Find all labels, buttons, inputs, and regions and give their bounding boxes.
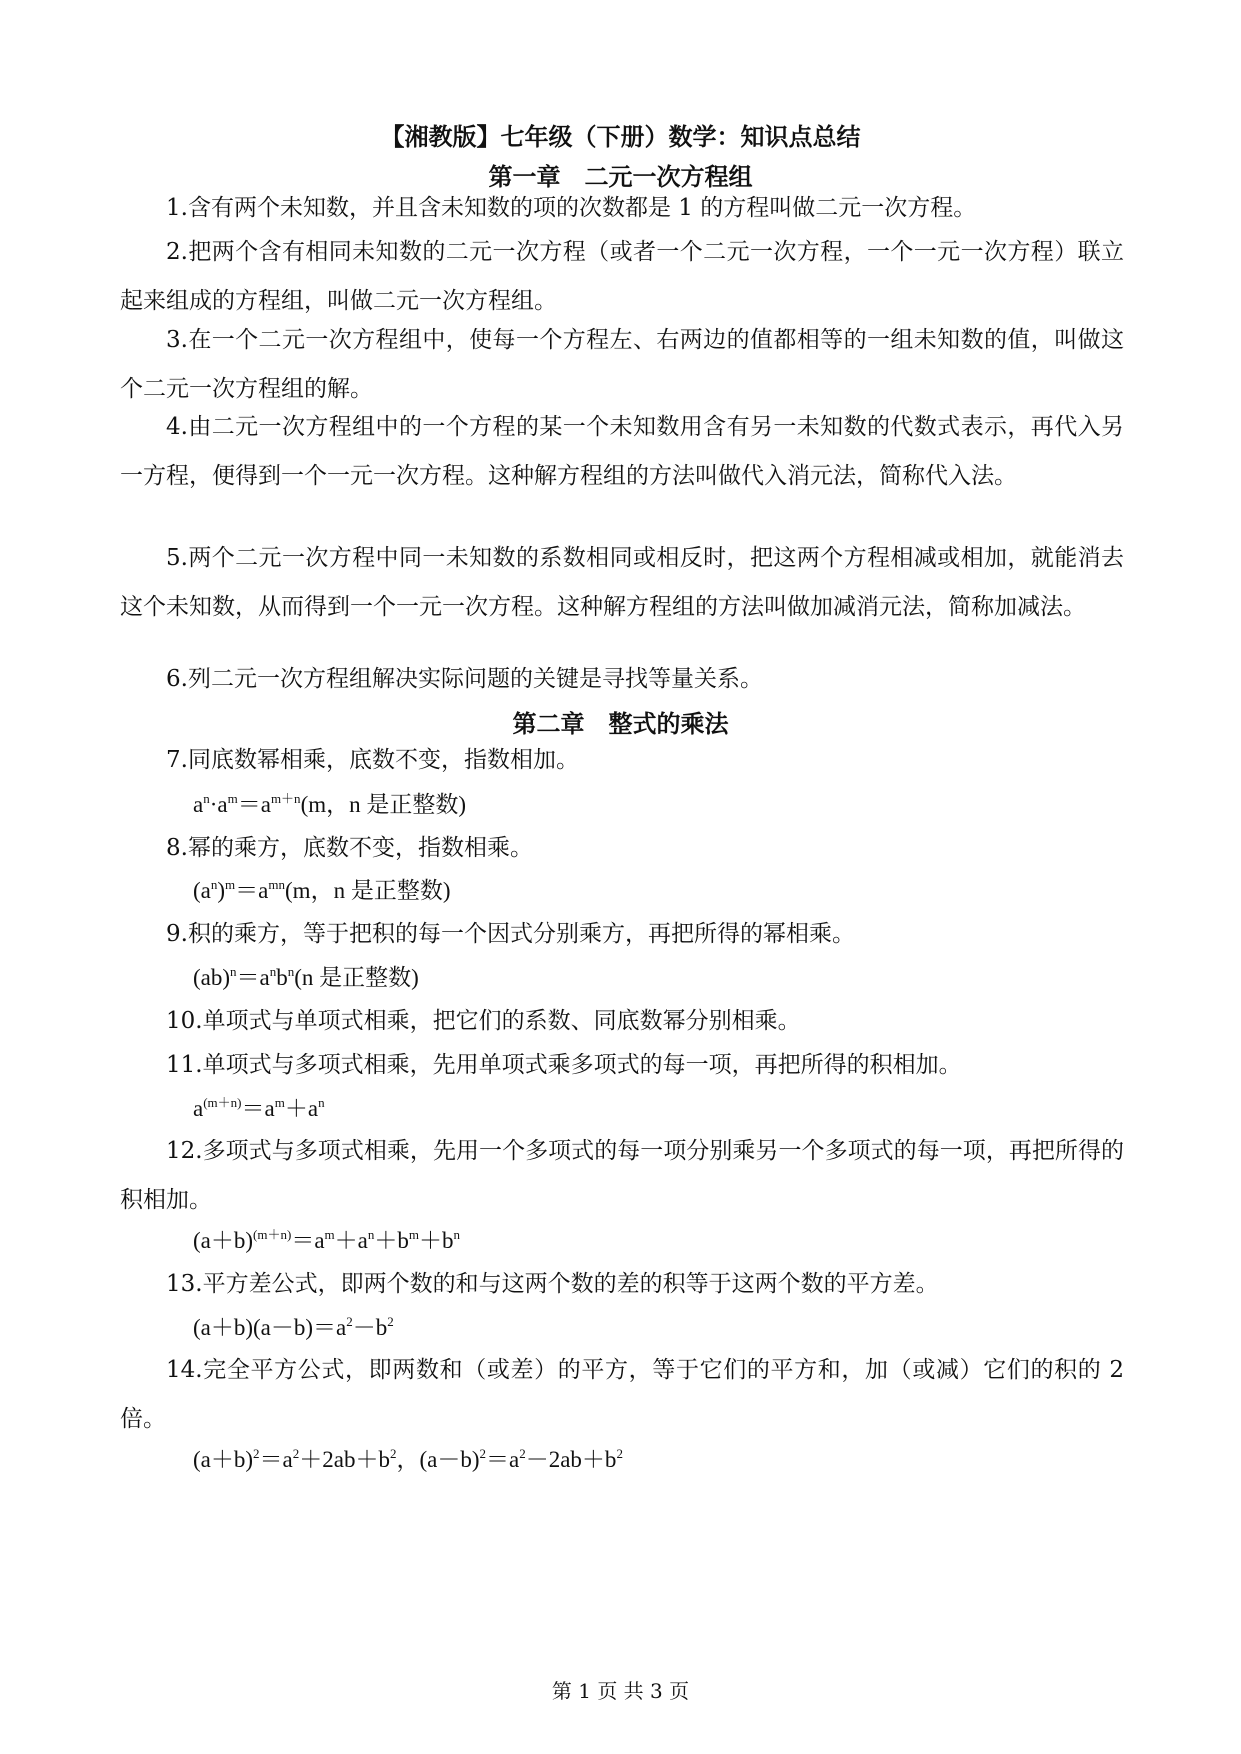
formula-12: $(a+b)^{(m+n)}=a^m+a^n+b^m+b^n$ (193, 1227, 460, 1253)
document-title: 【湘教版】七年级（下册）数学：知识点总结 (380, 122, 861, 151)
page-footer: 第 1 页 共 3 页 (551, 1679, 690, 1703)
item-10: 10.单项式与单项式相乘，把它们的系数、同底数幂分别相乘。 (166, 1008, 801, 1034)
item-1: 1.含有两个未知数，并且含未知数的项的次数都是 1 的方程叫做二元一次方程。 (166, 195, 977, 221)
item-9: 9.积的乘方，等于把积的每一个因式分别乘方，再把所得的幂相乘。 (166, 921, 855, 947)
item-12: 12.多项式与多项式相乘，先用一个多项式的每一项分别乘另一个多项式的每一项，再把所得的积相加。 (120, 1138, 1124, 1213)
item-5: 5.两个二元一次方程中同一未知数的系数相同或相反时，把这两个方程相减或相加，就能消去这个未知数，从而得到一个一元一次方程。这种解方程组的方法叫做加减消元法，简称加减法。 (120, 545, 1124, 620)
item-2: 2.把两个含有相同未知数的二元一次方程（或者一个二元一次方程，一个一元一次方程）联立起来组成的方程组，叫做二元一次方程组。 (120, 239, 1124, 314)
item-13: 13.平方差公式，即两个数的和与这两个数的差的积等于这两个数的平方差。 (166, 1271, 939, 1297)
formula-7: $a^n\cdot a^m=a^{m+n}(m$，n 是正整数) (193, 791, 467, 817)
item-4: 4.由二元一次方程组中的一个方程的某一个未知数用含有另一未知数的代数式表示，再代入另一方程，便得到一个一元一次方程。这种解方程组的方法叫做代入消元法，简称代入法。 (120, 414, 1124, 489)
item-3: 3.在一个二元一次方程组中，使每一个方程左、右两边的值都相等的一组未知数的值，叫做这个二元一次方程组的解。 (120, 327, 1124, 402)
formula-11: $a^{(m+n)}=a^m+a^n$ (193, 1095, 325, 1121)
item-14: 14.完全平方公式，即两数和（或差）的平方，等于它们的平方和，加（或减）它们的积的 2 倍。 (120, 1357, 1124, 1432)
item-6: 6.列二元一次方程组解决实际问题的关键是寻找等量关系。 (166, 666, 763, 692)
item-11: 11.单项式与多项式相乘，先用单项式乘多项式的每一项，再把所得的积相加。 (166, 1052, 962, 1078)
formula-8: $(a^n)^m=a^{mn}(m$，n 是正整数) (193, 877, 451, 903)
formula-13: $(a+b)(a-b)=a^2-b^2$ (193, 1314, 394, 1340)
formula-14: $(a+b)^2=a^2+2ab+b^2$，$(a-b)^2=a^2-2ab+b^2$ (193, 1446, 623, 1472)
chapter-1-title: 第一章 二元一次方程组 (488, 162, 753, 191)
item-7: 7.同底数幂相乘，底数不变，指数相加。 (166, 747, 579, 773)
item-8: 8.幂的乘方，底数不变，指数相乘。 (166, 835, 533, 861)
formula-9: $(ab)^n=a^nb^n(n$ 是正整数) (193, 964, 419, 990)
chapter-2-title: 第二章 整式的乘法 (512, 709, 729, 738)
